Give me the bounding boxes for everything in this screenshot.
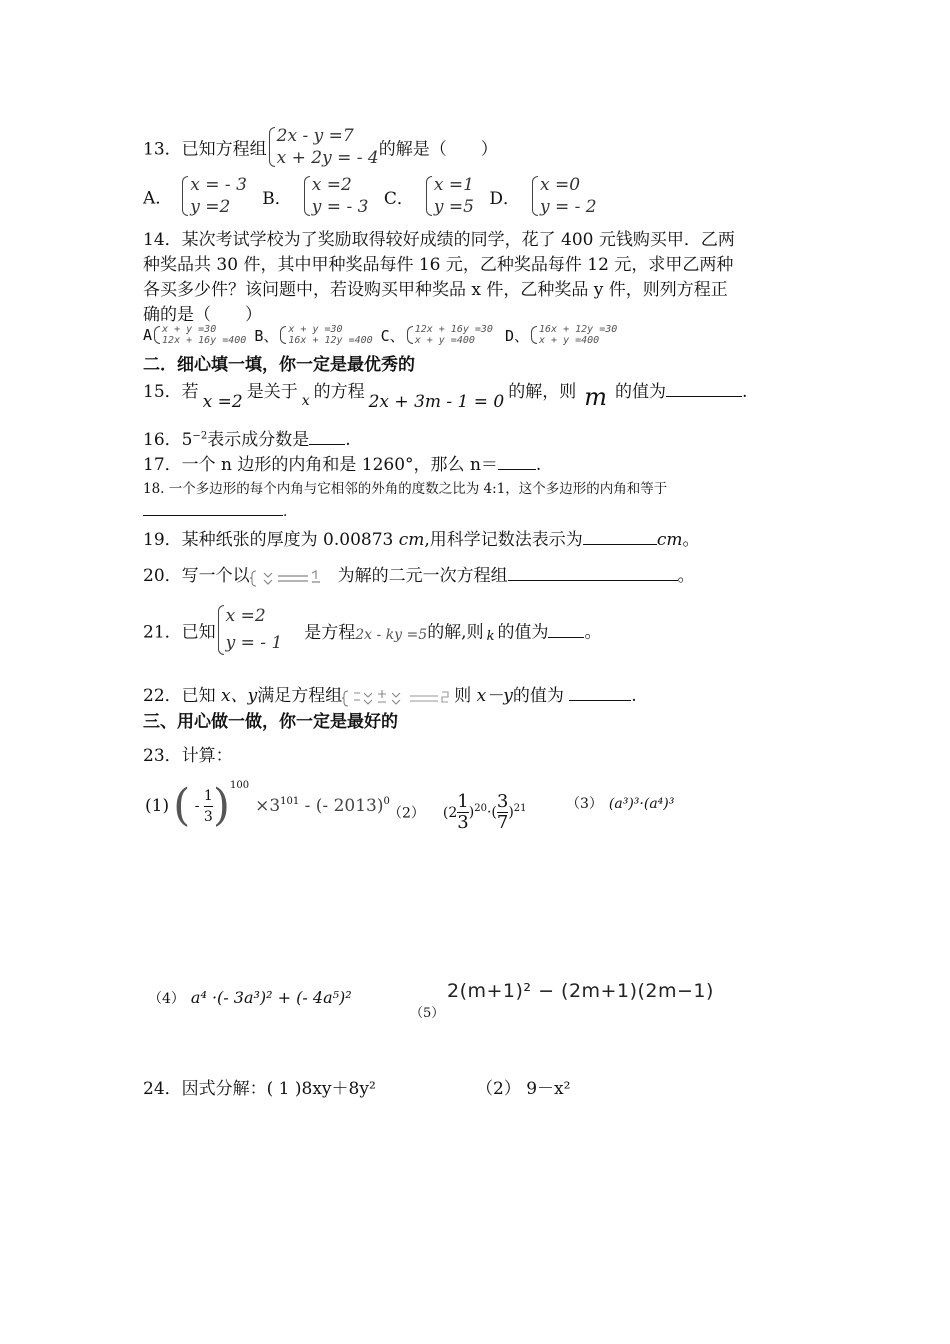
q21-solution: x =2 y = - 1 — [216, 603, 283, 657]
q23-part-5-label: （5） — [410, 1006, 445, 1021]
q14-option-b: x + y =30 16x + 12y =400 — [278, 324, 372, 346]
q23-p2-fraction-1: $\frac{1}{3}$ — [457, 791, 469, 833]
q22-garbled-system — [342, 688, 454, 706]
q24-part-2: （2） 9－x² — [476, 1079, 571, 1099]
q22: 22．已知 x、y满足方程组 则 x－y的值为 . — [143, 686, 637, 706]
q13: 13．已知方程组 2x - y =7 x + 2y = - 4 的解是（ ） — [143, 126, 498, 168]
q19: 19．某种纸张的厚度为 0.00873 cm,用科学记数法表示为 cm。 — [143, 530, 700, 550]
q14-option-a: x + y =30 12x + 16y =400 — [152, 324, 246, 346]
q22-answer-blank[interactable] — [569, 686, 631, 701]
q23-part-4: （4） a⁴ ·(- 3a³)² + (- 4a⁵)² — [148, 988, 352, 1007]
q13-option-d: x =0 y = - 2 — [530, 174, 597, 218]
q13-number: 13．已知方程组 — [143, 139, 267, 160]
q23-part-2: （2） (2 $\frac{1}{3}$ )$^{20}$·( $\frac{3}{7}$ )$^{21}$ — [388, 791, 527, 833]
q23-p2-fraction-2: $\frac{3}{7}$ — [496, 791, 509, 833]
q19-answer-blank[interactable] — [583, 530, 657, 545]
q20: 20．写一个以 为解的二元一次方程组 。 — [143, 566, 695, 586]
q24-part-1: 24．因式分解：( 1 )8xy＋8y² — [143, 1079, 376, 1099]
q13-option-c: x =1 y =5 — [424, 174, 474, 218]
q21: 21．已知 x =2 y = - 1 是方程$_{2x - ky =5}$的解,则 $_k$ 的值为 。 — [143, 603, 601, 657]
q23-part-5-expression: 2(m+1)² − (2m+1)(2m−1) — [447, 980, 714, 1002]
q15: 15．若 x =2 是关于 $_x$ 的方程 2x + 3m - 1 = 0 的解，则 m 的值为 . — [143, 382, 748, 412]
q13-option-a: x = - 3 y =2 — [180, 174, 247, 218]
q23-part-3: （3） (a³)³·(a⁴)³ — [566, 796, 675, 812]
section-3-heading: 三、用心做一做，你一定是最好的 — [143, 712, 398, 732]
q23-part-1: (1)( - $\frac{1}{3}$ )$^{100}\times 3^{101}$ - (- 2013)$^0$ — [145, 780, 390, 831]
q16-answer-blank[interactable] — [309, 430, 345, 445]
q22-system-image — [342, 688, 454, 708]
q14-option-c: 12x + 16y =30 x + y =400 — [405, 324, 493, 346]
q18: 18. 一个多边形的每个内角与它相邻的外角的度数之比为 4:1，这个多边形的内角和等于 . — [143, 481, 668, 520]
q14-option-d: 16x + 12y =30 x + y =400 — [529, 324, 617, 346]
q20-answer-blank[interactable] — [508, 566, 678, 581]
q20-system-image — [250, 568, 338, 588]
q23-p1-fraction: $\frac{1}{3}$ — [203, 787, 213, 825]
q23-title: 23．计算： — [143, 746, 233, 766]
q16: 16．$5^{-2}$表示成分数是 . — [143, 430, 351, 450]
q13-options: A． x = - 3 y =2 B． x =2 y = - 3 C． x =1 y =5 D． x =0 y = - 2 — [143, 175, 597, 217]
q13-system: 2x - y =7 x + 2y = - 4 — [267, 125, 379, 169]
q21-answer-blank[interactable] — [548, 623, 584, 638]
q13-option-b: x =2 y = - 3 — [302, 174, 369, 218]
q15-answer-blank[interactable] — [666, 382, 742, 397]
q17-answer-blank[interactable] — [498, 455, 536, 470]
q20-garbled-system — [250, 568, 338, 586]
section-2-heading: 二．细心填一填，你一定是最优秀的 — [143, 355, 415, 375]
q18-answer-blank[interactable] — [143, 501, 283, 516]
q14: 14．某次考试学校为了奖励取得较好成绩的同学，花了 400 元钱购买甲．乙两 种奖品共 30 件，其中甲种奖品每件 16 元，乙种奖品每件 12 元，求甲乙两种 各买多少件？该问题中，若设购买甲种奖品 x 件，乙种奖品 y 件，则列方程正 确的是（ ） — [143, 230, 735, 325]
q14-options: A x + y =30 12x + 16y =400 B、 x + y =30 16x + 12y =400 C、 12x + 16y =30 x + y =400 D、 16x + 12y =30 x + y =400 — [143, 324, 618, 346]
q17: 17．一个 n 边形的内角和是 1260°，那么 n＝ . — [143, 455, 542, 475]
